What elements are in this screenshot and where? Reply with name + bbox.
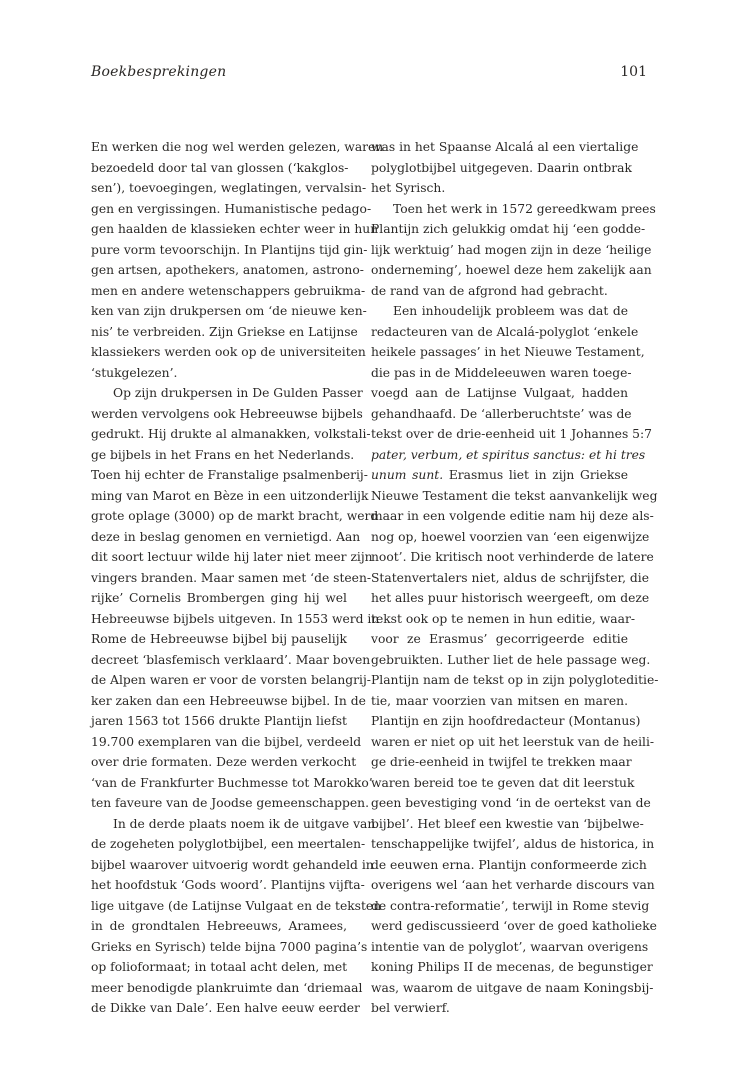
text-line: Nieuwe Testament die tekst aanvankelijk weg (371, 488, 658, 503)
text-line: de eeuwen erna. Plantijn conformeerde zich (371, 857, 647, 872)
text-line: ken van zijn drukpersen om ‘de nieuwe ken- (91, 304, 367, 318)
text-line: Plantijn en zijn hoofdredacteur (Montanus) (371, 714, 641, 728)
text-line: ge bijbels in het Frans en het Nederlands. (91, 447, 355, 462)
text-line: onderneming’, hoewel deze hem zakelijk aan (371, 263, 652, 277)
text-line: Plantijn zich gelukkig omdat hij ‘een godde- (371, 222, 646, 236)
text-line: pater, verbum, et spiritus sanctus: et hi tres (371, 447, 646, 462)
right-column (371, 137, 659, 1019)
text-line: het hoofdstuk ‘Gods woord’. Plantijns vijfta- (91, 878, 365, 892)
text-line: over drie formaten. Deze werden verkocht (91, 755, 357, 769)
text-line: vingers branden. Maar samen met ‘de steen- (91, 570, 372, 585)
text-line: nog op, hoewel voorzien van ‘een eigenwijze (371, 529, 650, 544)
page-number: 101 (620, 64, 647, 80)
text-line: ker zaken dan een Hebreeuwse bijbel. In de (91, 693, 366, 708)
text-line: noot’. Die kritisch noot verhinderde de latere (371, 550, 654, 564)
text-line: was, waarom de uitgave de naam Koningsbij- (371, 980, 654, 995)
text-line: bijbel waarover uitvoerig wordt gehandeld in (91, 857, 374, 872)
text-line: tenschappelijke twijfel’, aldus de historica, in (371, 837, 655, 851)
text-line: overigens wel ‘aan het verharde discours van (371, 878, 655, 892)
text-line: deze in beslag genomen en vernietigd. Aan (91, 529, 361, 544)
text-line: gen haalden de klassieken echter weer in hun (91, 222, 379, 236)
text-line: bel verwierf. (371, 1001, 450, 1015)
text-line: ten faveure van de Joodse gemeenschappen. (91, 796, 369, 810)
left-column (91, 137, 384, 1019)
text-line: ‘stukgelezen’. (91, 365, 178, 380)
text-line: koning Philips II de mecenas, de begunstiger (371, 960, 653, 974)
text-line: waren er niet op uit het leerstuk van de heili- (371, 734, 655, 749)
text-line: op folioformaat; in totaal acht delen, met (91, 960, 348, 974)
text-line: unum sunt. Erasmus liet in zijn Griekse (371, 468, 628, 482)
text-line: voegd aan de Latijnse Vulgaat, hadden (371, 386, 628, 400)
text-line: Toen hij echter de Franstalige psalmenberij- (91, 468, 368, 482)
text-line: bijbel’. Het bleef een kwestie van ‘bijbelwe- (371, 816, 644, 831)
text-line: sen’), toevoegingen, weglatingen, vervalsin- (91, 181, 367, 195)
text-line: 19.700 exemplaren van die bijbel, verdeeld (91, 734, 362, 749)
text-line: intentie van de polyglot’, waarvan overigens (371, 939, 649, 954)
text-line: lijk werktuig’ had mogen zijn in deze ‘heilige (371, 242, 652, 257)
text-line: grote oplage (3000) op de markt bracht, werd (91, 509, 379, 523)
text-line: Rome de Hebreeuwse bijbel bij pauselijk (91, 632, 347, 646)
text-line: bezoedeld door tal van glossen (‘kakglos- (91, 160, 349, 175)
text-line: heikele passages’ in het Nieuwe Testament, (371, 345, 645, 359)
text-line: het Syrisch. (371, 181, 446, 195)
text-line: werden vervolgens ook Hebreeuwse bijbels (91, 406, 363, 421)
text-line: de Alpen waren er voor de vorsten belangrij- (91, 673, 371, 687)
running-head: Boekbesprekingen (91, 64, 227, 80)
text-line: Grieks en Syrisch) telde bijna 7000 pagina’s (91, 939, 368, 954)
text-line: de contra-reformatie’, terwijl in Rome stevig (371, 898, 650, 913)
text-line: tekst ook op te nemen in hun editie, waar- (371, 611, 635, 626)
text-line: ‘van de Frankfurter Buchmesse tot Marokko’ (91, 775, 373, 790)
text-line: Een inhoudelijk probleem was dat de (393, 304, 628, 318)
text-line: meer benodigde plankruimte dan ‘driemaal (91, 980, 363, 995)
text-line: Hebreeuwse bijbels uitgeven. In 1553 werd in (91, 611, 380, 626)
text-line: de Dikke van Dale’. Een halve eeuw eerder (91, 1001, 360, 1015)
text-line: gen artsen, apothekers, anatomen, astrono- (91, 263, 364, 277)
text-line: tie, maar voorzien van mitsen en maren. (371, 693, 628, 708)
text-line: pure vorm tevoorschijn. In Plantijns tijd gin- (91, 242, 368, 257)
text-line: polyglotbijbel uitgegeven. Daarin ontbrak (371, 160, 632, 175)
text-line: gehandhaafd. De ‘allerberuchtste’ was de (371, 406, 632, 421)
text-line: in de grondtalen Hebreeuws, Aramees, (91, 919, 347, 933)
text-line: ming van Marot en Bèze in een uitzonderlijk (91, 488, 369, 503)
text-line: redacteuren van de Alcalá-polyglot ‘enkele (371, 324, 639, 339)
text-line: gedrukt. Hij drukte al almanakken, volkstali- (91, 427, 371, 441)
text-line: Op zijn drukpersen in De Gulden Passer (113, 386, 363, 400)
text-line: rijke’ Cornelis Brombergen ging hij wel (91, 591, 347, 605)
text-line: tekst over de drie-eenheid uit 1 Johannes 5:7 (371, 427, 652, 441)
text-line: jaren 1563 tot 1566 drukte Plantijn liefst (91, 714, 347, 728)
text-line: Toen het werk in 1572 gereedkwam prees (393, 201, 656, 216)
text-line: de zogeheten polyglotbijbel, een meertalen- (91, 837, 366, 851)
text-line: geen bevestiging vond ‘in de oertekst van de (371, 796, 651, 810)
text-line: Plantijn nam de tekst op in zijn polygloteditie- (371, 673, 659, 687)
text-line: was in het Spaanse Alcalá al een viertalige (371, 140, 639, 154)
text-line: dit soort lectuur wilde hij later niet meer zijn (91, 550, 373, 564)
text-line: werd gediscussieerd ‘over de goed katholieke (371, 919, 657, 933)
text-line: het alles puur historisch weergeeft, om deze (371, 591, 650, 605)
text-line: decreet ‘blasfemisch verklaard’. Maar boven (91, 652, 371, 667)
text-line: de rand van de afgrond had gebracht. (371, 283, 608, 298)
text-line: voor ze Erasmus’ gecorrigeerde editie (371, 632, 628, 646)
text-line: nis’ te verbreiden. Zijn Griekse en Latijnse (91, 324, 358, 339)
text-line: klassiekers werden ook op de universiteiten (91, 345, 366, 359)
text-line: Statenvertalers niet, aldus de schrijfster, die (371, 570, 649, 585)
text-line: lige uitgave (de Latijnse Vulgaat en de teksten (91, 898, 382, 913)
text-line: ge drie-eenheid in twijfel te trekken maar (371, 755, 632, 769)
text-line: maar in een volgende editie nam hij deze als- (371, 509, 654, 523)
text-line: die pas in de Middeleeuwen waren toege- (371, 365, 632, 380)
text-line: men en andere wetenschappers gebruikma- (91, 283, 366, 298)
text-line: gen en vergissingen. Humanistische pedago- (91, 201, 372, 216)
text-line: En werken die nog wel werden gelezen, waren (91, 140, 384, 154)
text-line: In de derde plaats noem ik de uitgave van (113, 816, 376, 831)
text-line: waren bereid toe te geven dat dit leerstuk (371, 775, 635, 790)
text-line: gebruikten. Luther liet de hele passage weg. (371, 652, 651, 667)
